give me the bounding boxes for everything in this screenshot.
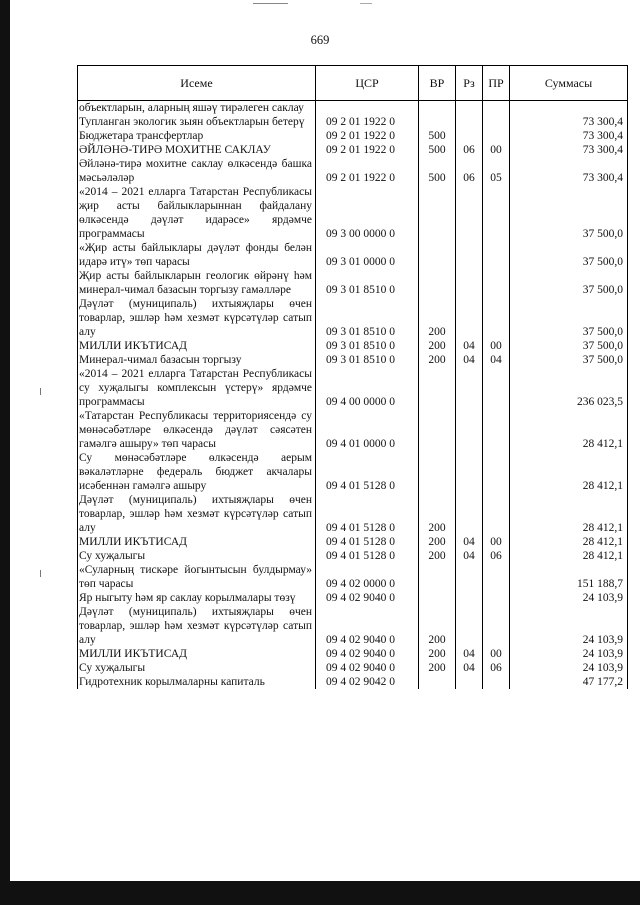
scan-edge-left: [0, 0, 10, 905]
cell-sum: 28 412,1: [510, 493, 628, 535]
cell-pr: 00: [483, 339, 510, 353]
table-row: [78, 591, 628, 605]
cell-sum: 47 177,2: [510, 675, 628, 689]
budget-table: [77, 65, 628, 689]
cell-rz: [456, 563, 483, 591]
cell-sum: 37 500,0: [510, 269, 628, 297]
cell-sum: 24 103,9: [510, 661, 628, 675]
cell-pr: [483, 675, 510, 689]
cell-sum: 236 023,5: [510, 367, 628, 409]
cell-sum: 37 500,0: [510, 185, 628, 241]
table-row: [78, 493, 628, 535]
cell-csr: 09 4 02 9040 0: [316, 661, 419, 675]
cell-sum: 73 300,4: [510, 157, 628, 185]
page-number: 669: [310, 33, 330, 47]
table-row: [78, 675, 628, 689]
cell-name: Әйләнә-тирә мохитне саклау өлкәсендә башка мәсьәләләр: [78, 157, 316, 185]
cell-csr: 09 3 00 0000 0: [316, 185, 419, 241]
cell-vr: [419, 563, 456, 591]
table-row: [78, 297, 628, 339]
cell-rz: [456, 675, 483, 689]
cell-pr: [483, 591, 510, 605]
cell-rz: [456, 241, 483, 269]
cell-pr: 00: [483, 647, 510, 661]
cell-csr: 09 4 01 5128 0: [316, 451, 419, 493]
cell-vr: 200: [419, 493, 456, 535]
cell-vr: [419, 269, 456, 297]
scan-mark: [40, 570, 41, 577]
cell-rz: [456, 129, 483, 143]
cell-csr: [316, 101, 419, 116]
cell-rz: 04: [456, 661, 483, 675]
cell-sum: 28 412,1: [510, 549, 628, 563]
cell-rz: [456, 269, 483, 297]
cell-vr: 500: [419, 157, 456, 185]
cell-rz: 04: [456, 535, 483, 549]
table-row: [78, 661, 628, 675]
cell-pr: 04: [483, 353, 510, 367]
scan-mark: [40, 388, 41, 395]
cell-vr: 200: [419, 535, 456, 549]
cell-name: Минерал-чимал базасын торгызу: [78, 353, 316, 367]
cell-pr: [483, 115, 510, 129]
table-row: [78, 185, 628, 241]
cell-rz: [456, 185, 483, 241]
cell-csr: 09 3 01 0000 0: [316, 241, 419, 269]
cell-rz: [456, 409, 483, 451]
cell-vr: 200: [419, 605, 456, 647]
cell-vr: 500: [419, 143, 456, 157]
cell-pr: [483, 101, 510, 116]
cell-name: Гидротехник корылмаларны капиталь: [78, 675, 316, 689]
table-row: [78, 115, 628, 129]
cell-vr: [419, 367, 456, 409]
cell-name: Дәүләт (муниципаль) ихтыяҗлары өчен товарлар, эшләр һәм хезмәт күрсәтүләр сатып алу: [78, 605, 316, 647]
cell-rz: 04: [456, 353, 483, 367]
cell-name: Су мөнәсәбәтләре өлкәсендә аерым вәкаләтләрне федераль бюджет акчалары исәбеннән гамәлгә ашыру: [78, 451, 316, 493]
header-name: Исеме: [78, 66, 316, 101]
header-rz: Рз: [456, 66, 483, 101]
cell-name: «Татарстан Республикасы территориясендә су мөнәсәбәтләре өлкәсендә дәүләт сәясәтен гамәлгә ашыру» төп чарасы: [78, 409, 316, 451]
cell-rz: [456, 493, 483, 535]
cell-csr: 09 4 02 9040 0: [316, 647, 419, 661]
cell-csr: 09 3 01 8510 0: [316, 297, 419, 339]
table-row: [78, 353, 628, 367]
cell-vr: [419, 591, 456, 605]
cell-rz: [456, 115, 483, 129]
cell-pr: 00: [483, 535, 510, 549]
cell-rz: 06: [456, 157, 483, 185]
cell-rz: [456, 297, 483, 339]
cell-name: Тупланган экологик зыян объектларын бетерү: [78, 115, 316, 129]
cell-pr: [483, 563, 510, 591]
header-csr: ЦСР: [316, 66, 419, 101]
cell-name: МИЛЛИ ИКЪТИСАД: [78, 535, 316, 549]
cell-pr: 06: [483, 549, 510, 563]
cell-vr: [419, 241, 456, 269]
cell-vr: 200: [419, 353, 456, 367]
cell-name: «2014 – 2021 елларга Татарстан Республикасы су хуҗалыгы комплексын үстерү» ярдәмче программасы: [78, 367, 316, 409]
cell-rz: [456, 605, 483, 647]
cell-sum: [510, 101, 628, 116]
cell-vr: 500: [419, 129, 456, 143]
cell-csr: 09 4 01 5128 0: [316, 535, 419, 549]
cell-csr: 09 3 01 8510 0: [316, 353, 419, 367]
table-row: [78, 605, 628, 647]
cell-pr: [483, 185, 510, 241]
cell-pr: [483, 409, 510, 451]
scan-edge-bottom: [0, 881, 640, 905]
cell-pr: [483, 605, 510, 647]
cell-name: «2014 – 2021 елларга Татарстан Республикасы җир асты байлыкларыннан файдалану өлкәсендә дәүләт идарәсе» ярдәмче программасы: [78, 185, 316, 241]
cell-rz: 04: [456, 647, 483, 661]
cell-rz: [456, 591, 483, 605]
cell-vr: 200: [419, 549, 456, 563]
cell-pr: [483, 129, 510, 143]
scan-mark: [253, 3, 288, 4]
table-row: [78, 535, 628, 549]
table-row: [78, 269, 628, 297]
header-pr: ПР: [483, 66, 510, 101]
cell-csr: 09 4 00 0000 0: [316, 367, 419, 409]
cell-name: ӘЙЛӘНӘ-ТИРӘ МОХИТНЕ САКЛАУ: [78, 143, 316, 157]
cell-name: Җир асты байлыкларын геологик өйрәнү һәм минерал-чимал базасын торгызу гамәлләре: [78, 269, 316, 297]
cell-sum: 151 188,7: [510, 563, 628, 591]
table-row: [78, 143, 628, 157]
header-vr: ВР: [419, 66, 456, 101]
cell-csr: 09 2 01 1922 0: [316, 129, 419, 143]
cell-csr: 09 4 02 9042 0: [316, 675, 419, 689]
cell-sum: 28 412,1: [510, 451, 628, 493]
cell-csr: 09 4 02 9040 0: [316, 605, 419, 647]
cell-sum: 37 500,0: [510, 353, 628, 367]
cell-name: Дәүләт (муниципаль) ихтыяҗлары өчен товарлар, эшләр һәм хезмәт күрсәтүләр сатып алу: [78, 297, 316, 339]
cell-name: Су хуҗалыгы: [78, 661, 316, 675]
table-row: [78, 647, 628, 661]
cell-name: «Суларның тискәре йогынтысын булдырмау» төп чарасы: [78, 563, 316, 591]
cell-csr: 09 4 01 0000 0: [316, 409, 419, 451]
cell-pr: [483, 297, 510, 339]
cell-rz: [456, 101, 483, 116]
cell-pr: 06: [483, 661, 510, 675]
table-row: [78, 563, 628, 591]
cell-name: «Җир асты байлыклары дәүләт фонды белән идарә итү» төп чарасы: [78, 241, 316, 269]
cell-csr: 09 4 02 9040 0: [316, 591, 419, 605]
cell-sum: 73 300,4: [510, 115, 628, 129]
cell-csr: 09 3 01 8510 0: [316, 339, 419, 353]
cell-pr: [483, 451, 510, 493]
table-header-row: [78, 66, 628, 101]
table-row: [78, 409, 628, 451]
cell-name: Су хуҗалыгы: [78, 549, 316, 563]
cell-name: Яр ныгыту һәм яр саклау корылмалары төзү: [78, 591, 316, 605]
cell-pr: 00: [483, 143, 510, 157]
cell-sum: 28 412,1: [510, 409, 628, 451]
cell-vr: [419, 451, 456, 493]
cell-sum: 73 300,4: [510, 143, 628, 157]
cell-name: объектларын, аларның яшәү тирәлеген саклау: [78, 101, 316, 116]
cell-csr: 09 3 01 8510 0: [316, 269, 419, 297]
cell-vr: 200: [419, 661, 456, 675]
cell-sum: 37 500,0: [510, 339, 628, 353]
cell-pr: [483, 493, 510, 535]
cell-csr: 09 2 01 1922 0: [316, 115, 419, 129]
cell-vr: [419, 185, 456, 241]
table-row: [78, 451, 628, 493]
header-sum: Суммасы: [510, 66, 628, 101]
table-row: [78, 367, 628, 409]
table-row: [78, 549, 628, 563]
table-row: [78, 101, 628, 116]
cell-rz: [456, 367, 483, 409]
cell-name: Дәүләт (муниципаль) ихтыяҗлары өчен товарлар, эшләр һәм хезмәт күрсәтүләр сатып алу: [78, 493, 316, 535]
cell-sum: 37 500,0: [510, 241, 628, 269]
cell-name: Бюджетара трансфертлар: [78, 129, 316, 143]
cell-pr: 05: [483, 157, 510, 185]
cell-name: МИЛЛИ ИКЪТИСАД: [78, 339, 316, 353]
cell-rz: 06: [456, 143, 483, 157]
table-body: [78, 101, 628, 690]
cell-csr: 09 2 01 1922 0: [316, 143, 419, 157]
cell-vr: 200: [419, 339, 456, 353]
cell-pr: [483, 269, 510, 297]
cell-rz: 04: [456, 549, 483, 563]
table-row: [78, 339, 628, 353]
table-row: [78, 157, 628, 185]
cell-vr: [419, 101, 456, 116]
cell-vr: 200: [419, 647, 456, 661]
cell-sum: 24 103,9: [510, 647, 628, 661]
cell-sum: 37 500,0: [510, 297, 628, 339]
cell-sum: 73 300,4: [510, 129, 628, 143]
cell-pr: [483, 241, 510, 269]
cell-csr: 09 4 02 0000 0: [316, 563, 419, 591]
cell-sum: 24 103,9: [510, 605, 628, 647]
cell-rz: [456, 451, 483, 493]
cell-pr: [483, 367, 510, 409]
table-row: [78, 241, 628, 269]
scan-mark: [360, 3, 372, 4]
cell-vr: 200: [419, 297, 456, 339]
cell-vr: [419, 675, 456, 689]
cell-csr: 09 2 01 1922 0: [316, 157, 419, 185]
cell-sum: 28 412,1: [510, 535, 628, 549]
cell-rz: 04: [456, 339, 483, 353]
cell-sum: 24 103,9: [510, 591, 628, 605]
cell-name: МИЛЛИ ИКЪТИСАД: [78, 647, 316, 661]
table-row: [78, 129, 628, 143]
cell-vr: [419, 409, 456, 451]
cell-csr: 09 4 01 5128 0: [316, 549, 419, 563]
cell-csr: 09 4 01 5128 0: [316, 493, 419, 535]
cell-vr: [419, 115, 456, 129]
